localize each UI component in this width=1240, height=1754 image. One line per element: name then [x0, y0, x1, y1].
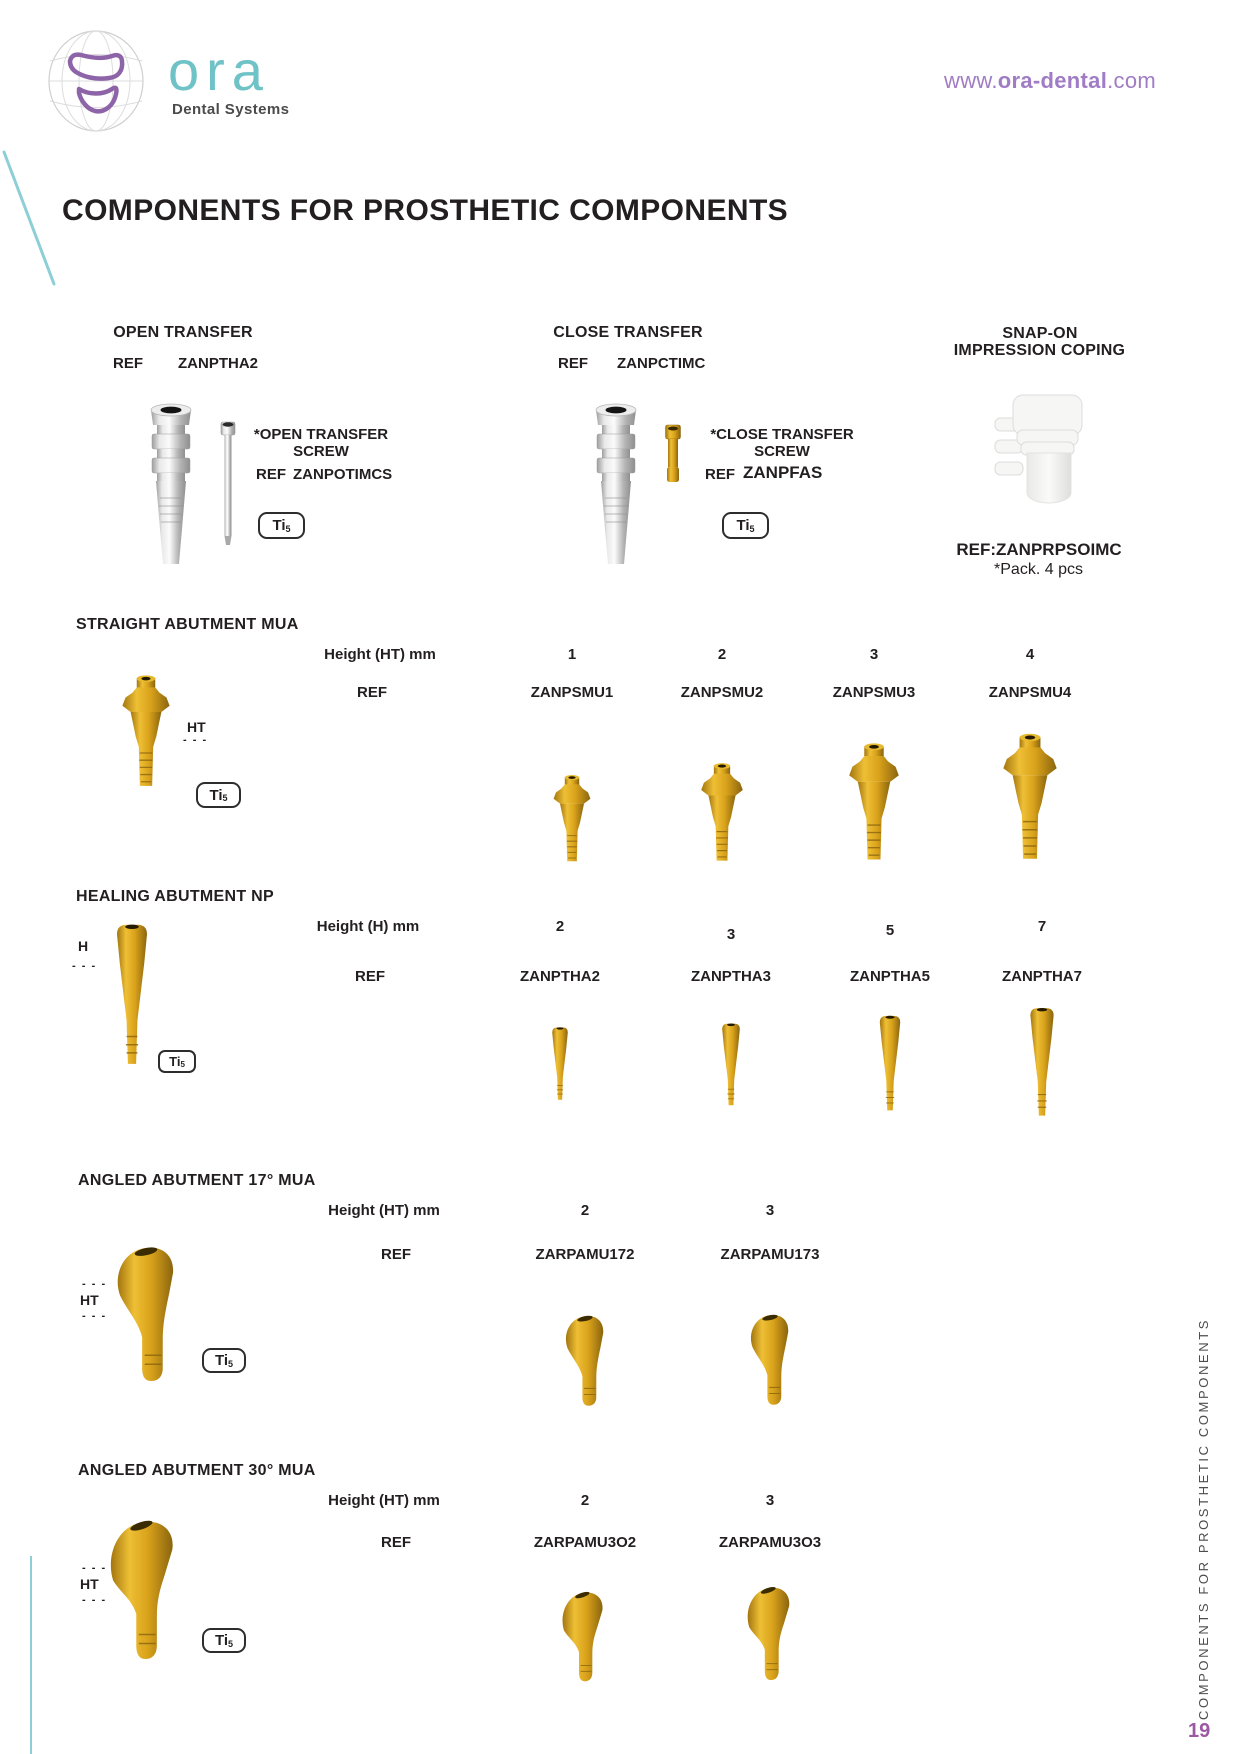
- ti-grade-badge: [202, 1628, 246, 1653]
- height-value: 2: [555, 918, 565, 935]
- close-transfer-title: CLOSE TRANSFER: [553, 324, 703, 341]
- ti-grade-badge: [158, 1050, 196, 1073]
- snap-on-coping-image: [993, 392, 1085, 506]
- section-title-healing-abutment: HEALING ABUTMENT NP: [76, 888, 274, 905]
- angled-abutment-17-image: [744, 1306, 796, 1416]
- dimension-dashes: - - -: [82, 1278, 107, 1290]
- healing-abutment-image: [1023, 1006, 1061, 1122]
- section-title-straight-abutment: STRAIGHT ABUTMENT MUA: [76, 616, 299, 633]
- open-screw-ref-label: REF: [256, 466, 286, 483]
- ref-value: ZANPTHA7: [1001, 968, 1082, 985]
- height-value: 3: [765, 1202, 775, 1219]
- close-transfer-screw-image: [663, 424, 683, 484]
- open-screw-ref-value: ZANPOTIMCS: [293, 466, 393, 483]
- angled-abutment-30-image: [559, 1582, 609, 1694]
- ref-value: ZANPTHA2: [519, 968, 600, 985]
- ref-value: ZARPAMU3O2: [533, 1534, 637, 1551]
- dimension-label: HT: [80, 1576, 99, 1592]
- open-transfer-image: [148, 400, 194, 570]
- height-row-label: Height (HT) mm: [324, 646, 436, 663]
- dimension-label: HT: [80, 1292, 99, 1308]
- snap-on-pack-note: *Pack. 4 pcs: [994, 561, 1083, 578]
- snap-on-title-2: IMPRESSION COPING: [953, 342, 1126, 359]
- ti-symbol: Ti: [214, 1352, 229, 1369]
- brand-subtitle: Dental Systems: [172, 101, 290, 118]
- ref-value: ZANPSMU3: [832, 684, 916, 701]
- ref-row-label: REF: [355, 968, 385, 985]
- ref-value: ZARPAMU172: [535, 1246, 635, 1263]
- straight-abutment-image: [698, 762, 746, 866]
- ti-subscript: 5: [285, 523, 291, 534]
- section-title-angled-17: ANGLED ABUTMENT 17° MUA: [78, 1172, 316, 1189]
- ref-value: ZANPTHA5: [849, 968, 930, 985]
- close-transfer-ref-label: REF: [558, 355, 588, 372]
- height-value: 2: [580, 1202, 590, 1219]
- close-transfer-image: [593, 400, 639, 570]
- height-value: 2: [717, 646, 727, 663]
- height-row-label: Height (H) mm: [316, 918, 420, 935]
- ref-value: ZARPAMU3O3: [718, 1534, 822, 1551]
- ti-subscript: 5: [749, 523, 755, 534]
- ti-symbol: Ti: [736, 517, 750, 534]
- page-title: COMPONENTS FOR PROSTHETIC COMPONENTS: [62, 194, 789, 227]
- angled-abutment-17-image: [559, 1312, 611, 1412]
- close-screw-ref-label: REF: [705, 466, 735, 483]
- section-title-angled-30: ANGLED ABUTMENT 30° MUA: [78, 1462, 316, 1479]
- ti-subscript: 5: [180, 1059, 185, 1069]
- height-value: 1: [567, 646, 577, 663]
- height-value: 2: [580, 1492, 590, 1509]
- diagonal-accent-line: [0, 148, 62, 290]
- ti-subscript: 5: [228, 1638, 234, 1649]
- dimension-dashes: - - -: [82, 1594, 107, 1606]
- height-value: 5: [885, 922, 895, 939]
- healing-abutment-image: [872, 1014, 908, 1116]
- dimension-dashes: - - -: [82, 1562, 107, 1574]
- height-value: 3: [869, 646, 879, 663]
- angled-abutment-30-reference-image: [104, 1516, 184, 1668]
- website-suffix: .com: [1107, 68, 1156, 93]
- globe-logo: [46, 28, 146, 134]
- dimension-label: H: [78, 938, 89, 954]
- ref-row-label: REF: [357, 684, 387, 701]
- angled-abutment-17-reference-image: [106, 1242, 186, 1390]
- height-row-label: Height (HT) mm: [328, 1492, 440, 1509]
- open-transfer-ref-value: ZANPTHA2: [178, 355, 259, 372]
- open-transfer-screw-title-1: *OPEN TRANSFER: [253, 426, 389, 443]
- straight-abutment-reference-image: [118, 674, 174, 792]
- ti-symbol: Ti: [214, 1632, 229, 1649]
- straight-abutment-image: [1001, 732, 1059, 866]
- close-transfer-screw-title-2: SCREW: [754, 443, 810, 460]
- close-screw-ref-value: ZANPFAS: [743, 463, 823, 482]
- straight-abutment-image: [847, 742, 901, 866]
- height-value: 3: [765, 1492, 775, 1509]
- close-transfer-screw-title-1: *CLOSE TRANSFER: [710, 426, 854, 443]
- website-link[interactable]: [944, 68, 1156, 94]
- ref-row-label: REF: [381, 1534, 411, 1551]
- snap-on-ref: REF:ZANPRPSOIMC: [956, 540, 1122, 559]
- snap-on-title-1: SNAP-ON: [1002, 325, 1078, 342]
- height-value: 4: [1025, 646, 1035, 663]
- open-transfer-screw-title-2: SCREW: [293, 443, 349, 460]
- ti-subscript: 5: [228, 1358, 234, 1369]
- ti-grade-badge: [196, 782, 241, 808]
- healing-abutment-image: [543, 1026, 577, 1104]
- open-transfer-ref-label: REF: [113, 355, 143, 372]
- straight-abutment-image: [550, 774, 594, 866]
- page-number: 19: [1188, 1720, 1211, 1742]
- tooth-icon: [70, 55, 122, 79]
- ref-value: ZANPSMU4: [988, 684, 1072, 701]
- dimension-label: HT: [187, 719, 206, 735]
- sidebar-section-label: COMPONENTS FOR PROSTHETIC COMPONENTS: [1196, 1317, 1211, 1720]
- height-value: 7: [1037, 918, 1047, 935]
- close-transfer-ref-value: ZANPCTIMC: [617, 355, 706, 372]
- left-accent-rule: [30, 1556, 32, 1754]
- healing-abutment-image: [714, 1022, 748, 1110]
- brand-name: ora: [168, 39, 270, 102]
- ref-value: ZARPAMU173: [720, 1246, 820, 1263]
- angled-abutment-30-image: [744, 1574, 796, 1696]
- ref-value: ZANPSMU2: [680, 684, 764, 701]
- website-prefix: www.: [944, 68, 998, 93]
- website-domain: ora-dental: [997, 68, 1108, 93]
- ti-symbol: Ti: [272, 517, 286, 534]
- ref-row-label: REF: [381, 1246, 411, 1263]
- ti-symbol: Ti: [209, 786, 223, 804]
- ref-value: ZANPSMU1: [530, 684, 614, 701]
- open-transfer-screw-image: [217, 420, 239, 548]
- ti-subscript: 5: [222, 793, 228, 803]
- dimension-dashes: - - -: [82, 1310, 107, 1322]
- ti-grade-badge: [258, 512, 305, 539]
- ti-grade-badge: [202, 1348, 246, 1373]
- ti-symbol: Ti: [169, 1054, 181, 1069]
- open-transfer-title: OPEN TRANSFER: [113, 324, 253, 341]
- ti-grade-badge: [722, 512, 769, 539]
- height-row-label: Height (HT) mm: [328, 1202, 440, 1219]
- ref-value: ZANPTHA3: [690, 968, 771, 985]
- dimension-dashes: - - -: [72, 960, 97, 972]
- dimension-dashes: - - -: [183, 734, 208, 746]
- healing-abutment-reference-image: [106, 922, 158, 1072]
- height-value: 3: [726, 926, 736, 943]
